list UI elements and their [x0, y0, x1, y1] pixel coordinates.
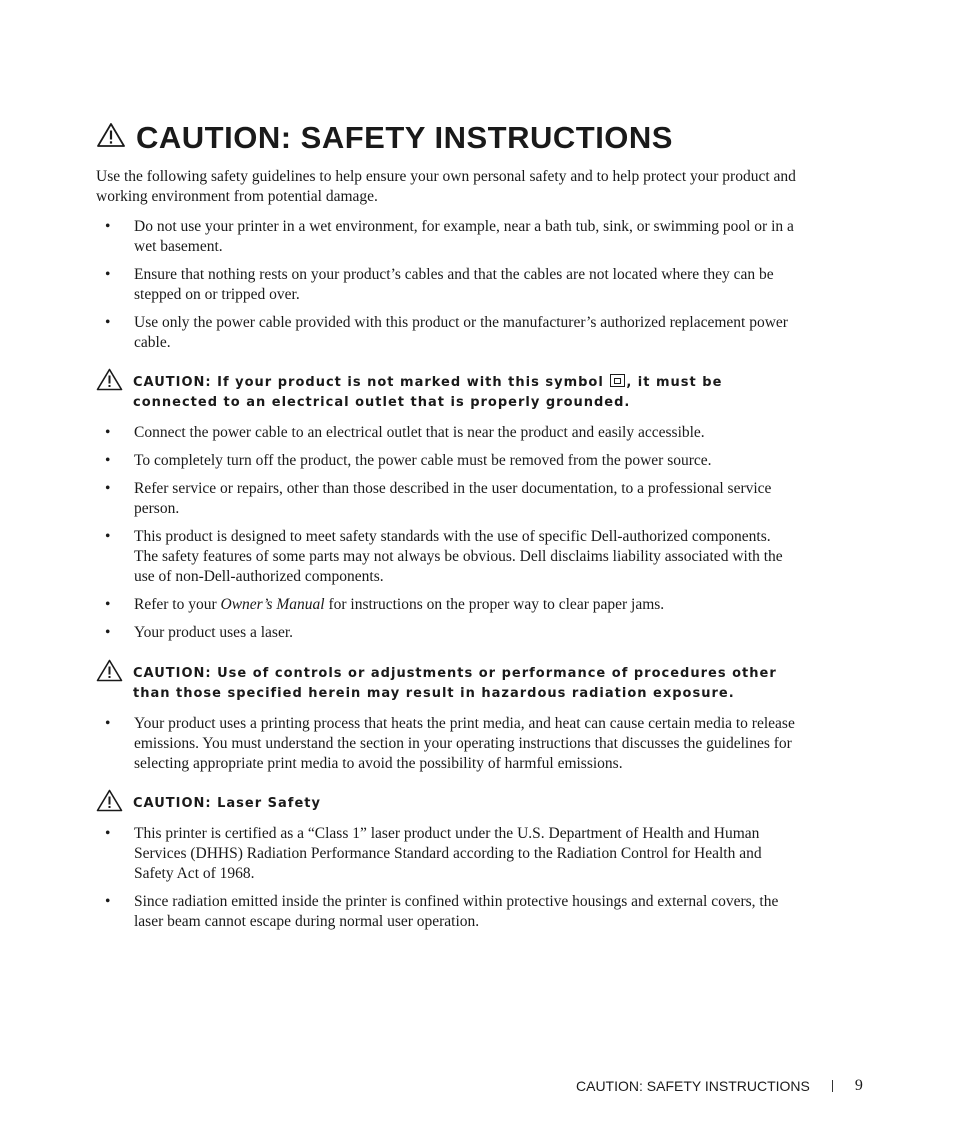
list-item: • Ensure that nothing rests on your product’s cables and that the cables are not located where they can be stepped on or tripped over. [105, 266, 774, 303]
list-item: • This product is designed to meet safety standards with the use of specific Dell-authorized components. The safety features of some parts may not always be obvious. Dell disclaims liability associated with the use of non-Dell-authorized components. [105, 528, 783, 585]
bullet: • [105, 528, 111, 545]
caution-grounding: CAUTION: If your product is not marked with this symbol , it must be connected to an electrical outlet that is properly grounded. [96, 373, 796, 413]
bullet: • [105, 218, 111, 235]
intro-paragraph: Use the following safety guidelines to help ensure your own personal safety and to help protect your product and working environment from potential damage. [96, 168, 796, 205]
bullet: • [105, 893, 111, 910]
bullet: • [105, 314, 111, 331]
list-item: • Your product uses a printing process that heats the print media, and heat can cause certain media to release emissions. You must understand the section in your operating instructions that discusses the guidelines for selecting appropriate print media to avoid the possibility of harmful emissions. [105, 715, 795, 772]
bullet: • [105, 424, 111, 441]
bullet-list-power [96, 423, 796, 651]
list-item: • Refer service or repairs, other than those described in the user documentation, to a professional service person. [105, 480, 772, 517]
bullet: • [105, 715, 111, 732]
list-item: • Your product uses a laser. [105, 624, 294, 641]
bullet: • [105, 596, 111, 613]
list-item: • Since radiation emitted inside the printer is confined within protective housings and external covers, the laser beam cannot escape during normal user operation. [105, 893, 779, 930]
warning-triangle-icon [96, 118, 126, 158]
bullet: • [105, 266, 111, 283]
double-insulation-symbol-icon [610, 374, 625, 387]
bullet: • [105, 624, 111, 641]
caution-laser-safety: CAUTION: Laser Safety [96, 794, 796, 814]
list-item: • To completely turn off the product, the power cable must be removed from the power source. [105, 452, 712, 469]
list-item: • This printer is certified as a “Class 1” laser product under the U.S. Department of Health and Human Services (DHHS) Radiation Performance Standard according to the Radiation Control for Health and Safety Act of 1968. [105, 825, 762, 882]
page-number: 9 [854, 1077, 863, 1094]
bullet: • [105, 452, 111, 469]
page-title-text: CAUTION: SAFETY INSTRUCTIONS [136, 120, 673, 155]
page-footer [576, 1076, 863, 1096]
page-title [96, 118, 673, 158]
bullet: • [105, 825, 111, 842]
list-item: • Connect the power cable to an electrical outlet that is near the product and easily accessible. [105, 424, 705, 441]
list-item: • Refer to your Owner’s Manual for instructions on the proper way to clear paper jams. [105, 596, 665, 613]
caution-radiation: CAUTION: Use of controls or adjustments or performance of procedures other than those specified herein may result in hazardous radiation exposure. [96, 664, 796, 704]
list-item: • Use only the power cable provided with this product or the manufacturer’s authorized replacement power cable. [105, 314, 788, 351]
footer-divider [832, 1080, 833, 1092]
bullet: • [105, 480, 111, 497]
bullet-list-emissions [96, 714, 796, 782]
warning-triangle-icon [96, 368, 123, 398]
warning-triangle-icon [96, 789, 123, 819]
warning-triangle-icon [96, 659, 123, 689]
list-item: • Do not use your printer in a wet environment, for example, near a bath tub, sink, or swimming pool or in a wet basement. [105, 218, 794, 255]
bullet-list-general [96, 217, 796, 361]
bullet-list-laser [96, 824, 796, 940]
footer-section-title: CAUTION: SAFETY INSTRUCTIONS [576, 1078, 810, 1094]
manual-title: Owner’s Manual [220, 596, 325, 613]
